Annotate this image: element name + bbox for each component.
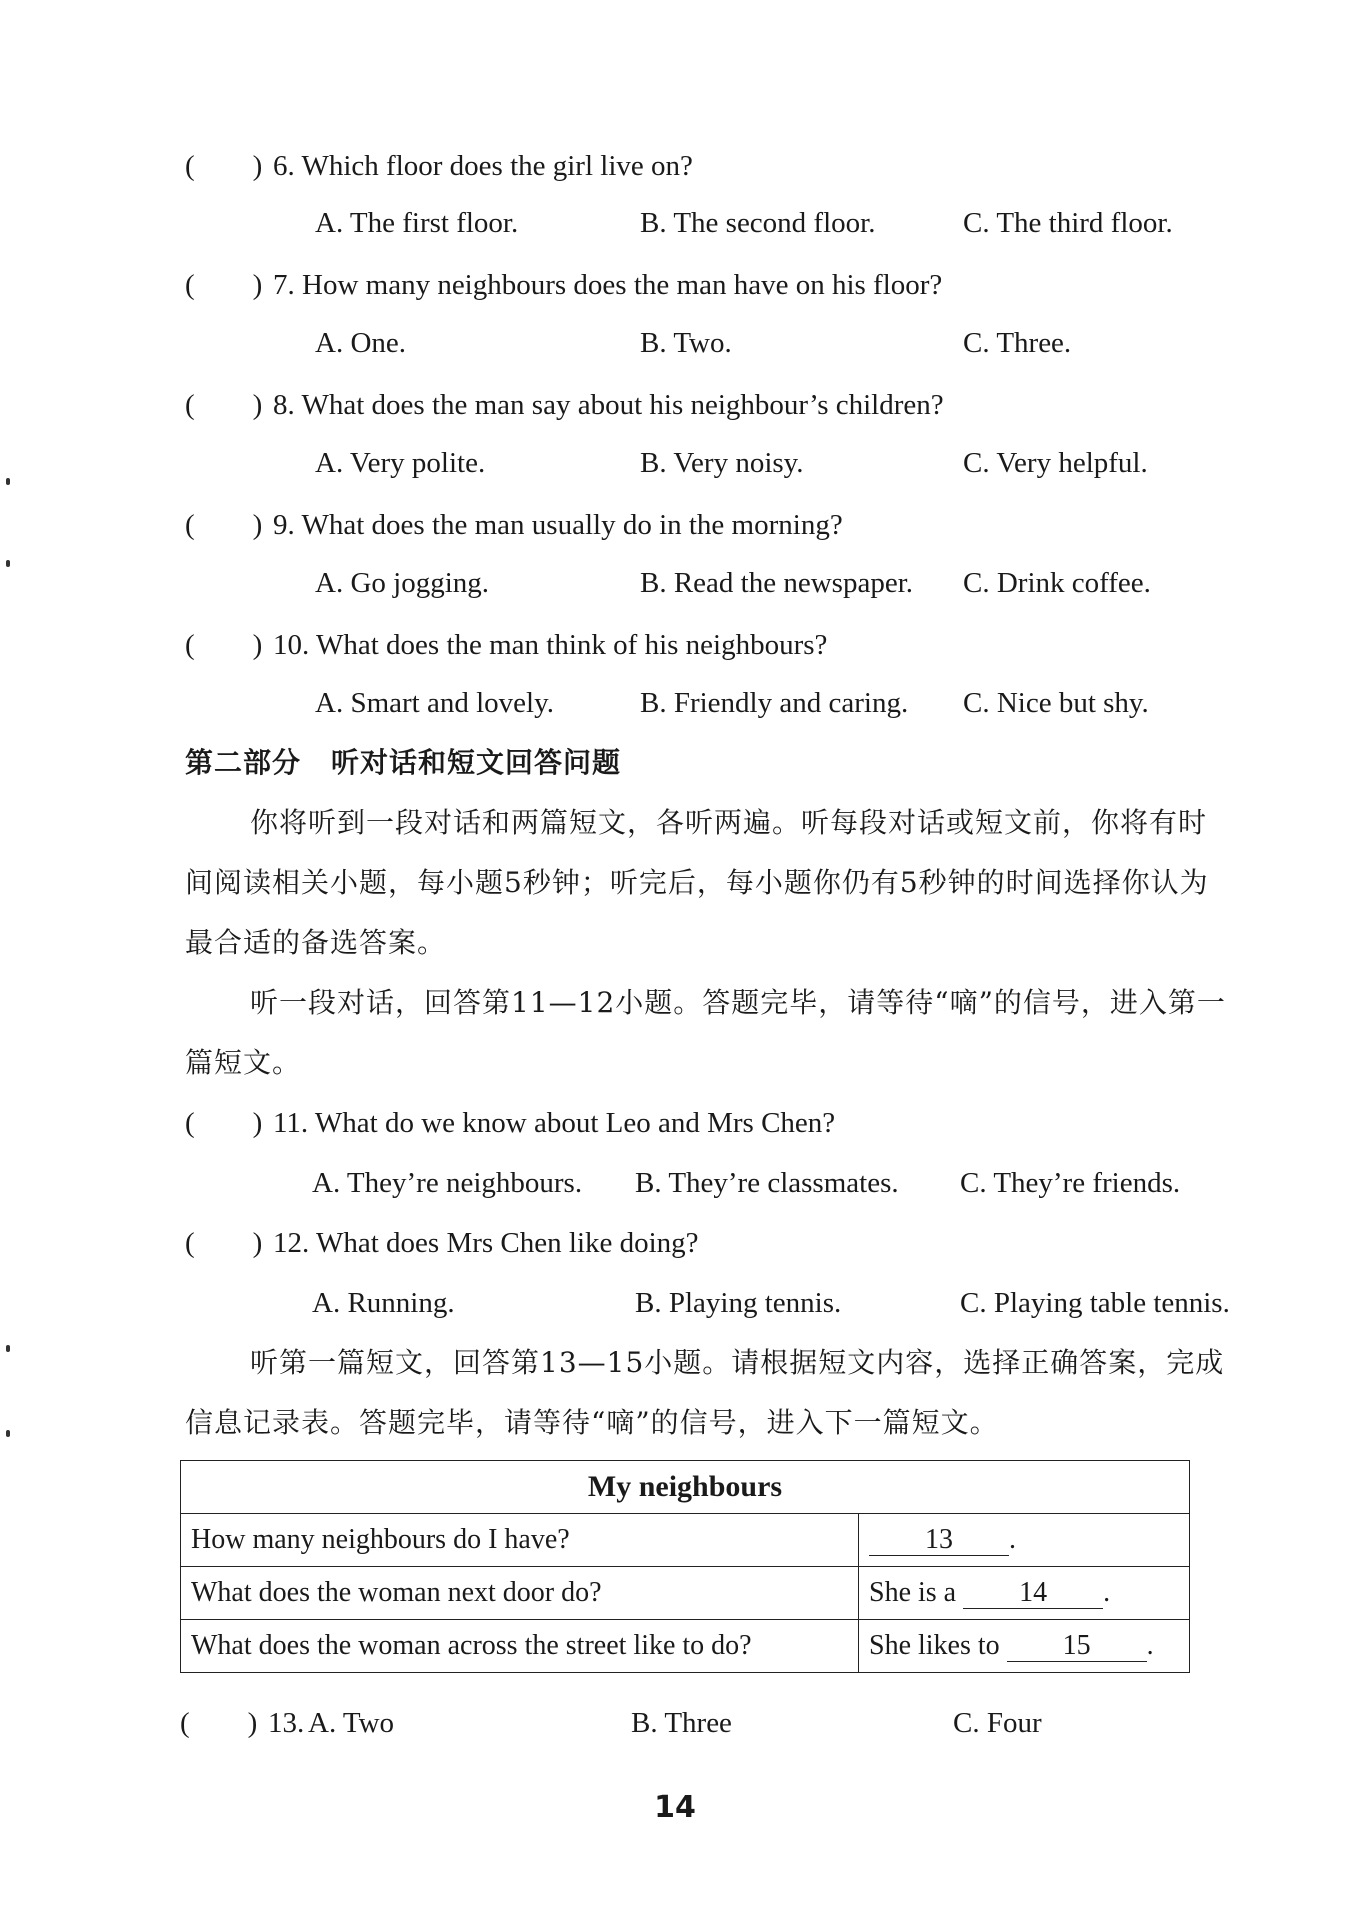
option-c: C. Playing table tennis. <box>960 1287 1230 1319</box>
option-a: A. Running. <box>312 1287 455 1319</box>
question-number: 8. <box>273 389 295 421</box>
question-text: What does the man usually do in the morning? <box>301 509 843 541</box>
answer-suffix: . <box>1103 1577 1111 1608</box>
answer-paren[interactable]: ( ) <box>185 269 263 301</box>
table-question: What does the woman across the street like to do? <box>181 1620 859 1673</box>
question-text: What does Mrs Chen like doing? <box>315 1227 699 1259</box>
answer-paren[interactable]: ( ) <box>185 1107 263 1139</box>
question-number: 7. <box>273 269 295 301</box>
question-7 <box>185 267 942 303</box>
blank-14[interactable]: 14 <box>963 1578 1103 1609</box>
dialog-instruction-1: 听一段对话，回答第11—12小题。答题完毕，请等待“嘀”的信号，进入第一 <box>250 986 1226 1019</box>
question-text: What do we know about Leo and Mrs Chen? <box>314 1107 836 1139</box>
option-b: B. Read the newspaper. <box>640 567 914 599</box>
question-6 <box>185 148 693 184</box>
option-b: B. Three <box>631 1707 732 1739</box>
blank-15[interactable]: 15 <box>1007 1631 1147 1662</box>
answer-prefix: She likes to <box>869 1630 1000 1661</box>
option-c: C. Four <box>953 1707 1042 1739</box>
section-heading <box>185 745 621 781</box>
option-b: B. They’re classmates. <box>635 1167 899 1199</box>
answer-prefix: She is a <box>869 1577 957 1608</box>
option-b: B. The second floor. <box>640 207 876 239</box>
question-text: What does the man say about his neighbour’s children? <box>301 389 944 421</box>
question-8 <box>185 387 944 423</box>
answer-paren[interactable]: ( ) <box>185 629 263 661</box>
option-a: A. Very polite. <box>315 447 486 479</box>
table-answer-cell <box>859 1620 1190 1673</box>
info-record-table <box>180 1460 1190 1673</box>
answer-suffix: . <box>1146 1630 1154 1661</box>
question-11 <box>185 1105 835 1141</box>
option-a: A. One. <box>315 327 407 359</box>
passage-instruction-2: 信息记录表。答题完毕，请等待“嘀”的信号，进入下一篇短文。 <box>185 1406 999 1439</box>
option-b: B. Playing tennis. <box>635 1287 842 1319</box>
question-10 <box>185 627 827 663</box>
table-row <box>181 1620 1190 1673</box>
question-13 <box>180 1705 304 1741</box>
blank-13[interactable]: 13 <box>869 1525 1009 1556</box>
option-c: C. Three. <box>963 327 1072 359</box>
option-b: B. Two. <box>640 327 732 359</box>
option-c: C. The third floor. <box>963 207 1173 239</box>
section-title: 听对话和短文回答问题 <box>331 746 622 779</box>
answer-paren[interactable]: ( ) <box>185 150 263 182</box>
scan-mark <box>6 478 10 485</box>
question-number: 9. <box>273 509 295 541</box>
option-a: A. Smart and lovely. <box>315 687 554 719</box>
table-question: How many neighbours do I have? <box>181 1514 859 1567</box>
option-a: A. Two <box>308 1707 395 1739</box>
scan-mark <box>6 1345 10 1352</box>
scan-mark <box>6 560 10 567</box>
option-a: A. The first floor. <box>315 207 519 239</box>
answer-paren[interactable]: ( ) <box>185 389 263 421</box>
answer-paren[interactable]: ( ) <box>185 509 263 541</box>
option-b: B. Friendly and caring. <box>640 687 909 719</box>
table-row <box>181 1514 1190 1567</box>
answer-suffix: . <box>1009 1524 1016 1555</box>
table-answer-cell <box>859 1514 1190 1567</box>
answer-paren[interactable]: ( ) <box>180 1707 258 1739</box>
answer-paren[interactable]: ( ) <box>185 1227 263 1259</box>
option-c: C. Very helpful. <box>963 447 1148 479</box>
question-number: 10. <box>273 629 310 661</box>
option-a: A. Go jogging. <box>315 567 489 599</box>
table-answer-cell <box>859 1567 1190 1620</box>
question-text: How many neighbours does the man have on his floor? <box>302 269 943 301</box>
scan-mark <box>6 1430 10 1437</box>
question-12 <box>185 1225 699 1261</box>
intro-line-2: 间阅读相关小题，每小题5秒钟；听完后，每小题你仍有5秒钟的时间选择你认为 <box>185 866 1209 899</box>
option-a: A. They’re neighbours. <box>312 1167 583 1199</box>
option-b: B. Very noisy. <box>640 447 804 479</box>
question-text: Which floor does the girl live on? <box>301 150 693 182</box>
option-c: C. Drink coffee. <box>963 567 1151 599</box>
question-9 <box>185 507 843 543</box>
question-text: What does the man think of his neighbours? <box>315 629 828 661</box>
question-number: 6. <box>273 150 295 182</box>
question-number: 13. <box>268 1707 305 1739</box>
option-c: C. Nice but shy. <box>963 687 1149 719</box>
intro-line-1: 你将听到一段对话和两篇短文，各听两遍。听每段对话或短文前，你将有时 <box>250 806 1208 839</box>
question-number: 12. <box>273 1227 310 1259</box>
table-title: My neighbours <box>181 1461 1190 1514</box>
table-row <box>181 1567 1190 1620</box>
option-c: C. They’re friends. <box>960 1167 1181 1199</box>
dialog-instruction-2: 篇短文。 <box>185 1046 302 1079</box>
table-question: What does the woman next door do? <box>181 1567 859 1620</box>
passage-instruction-1: 听第一篇短文，回答第13—15小题。请根据短文内容，选择正确答案，完成 <box>250 1346 1225 1379</box>
intro-line-3: 最合适的备选答案。 <box>185 926 447 959</box>
question-number: 11. <box>273 1107 309 1139</box>
page-number: 14 <box>654 1790 696 1825</box>
section-label: 第二部分 <box>185 746 302 779</box>
